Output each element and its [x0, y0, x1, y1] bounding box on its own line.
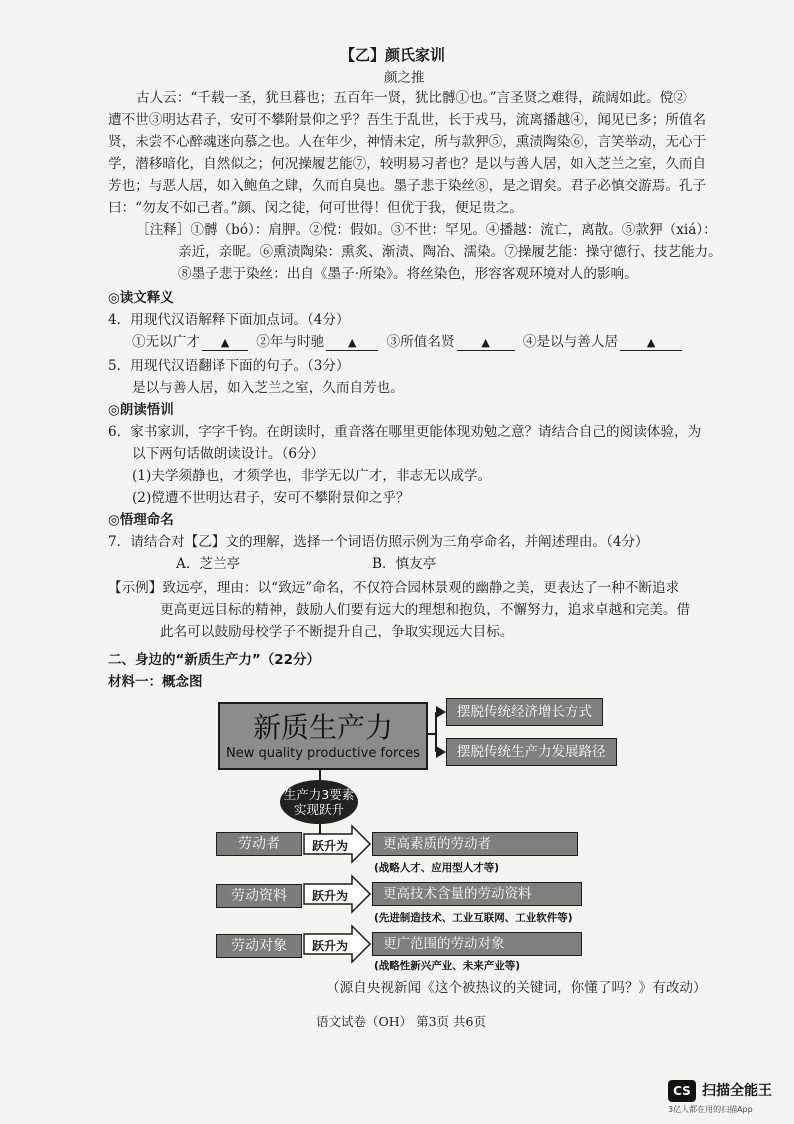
section-recite: ◎朗读悟训 — [108, 402, 174, 418]
article-line: 遭不世③明达君子，安可不攀附景仰之乎？吾生于乱世，长于戎马，流离播越④，闻见已多；所值名 — [108, 112, 707, 128]
article-note: ⑧墨子悲于染丝：出自《墨子·所染》。将丝染色，形容客观环境对人的影响。 — [178, 266, 638, 282]
answer-blank[interactable]: ▲ — [202, 336, 248, 351]
question-6-sentence-2: (2)傥遭不世明达君子，安可不攀附景仰之乎？ — [132, 490, 410, 506]
leap-label: 跃升为 — [312, 889, 349, 903]
question-6-cont: 以下两句话做朗读设计。（6分） — [132, 446, 325, 462]
example-line: 【示例】致远亭，理由：以“致远”命名，不仅符合园林景观的幽静之美，更表达了一种不断追求 — [108, 580, 680, 596]
scanner-logo-name: 扫描全能王 — [702, 1083, 772, 1099]
concept-circle-line: 实现跃升 — [293, 802, 344, 817]
option-a: A．芝兰亭 — [176, 556, 241, 572]
material-1-heading: 材料一：概念图 — [108, 674, 203, 690]
page-footer: 语文试卷（OH） 第3页 共6页 — [316, 1014, 487, 1029]
article-note: ［注释］①髆（bó）：肩胛。②傥：假如。③不世：罕见。④播越：流亡，离散。⑤款狎（xiá）： — [136, 222, 717, 238]
concept-right-box: 摆脱传统生产力发展路径 — [446, 738, 617, 766]
scanner-logo-tagline: 3亿人都在用的扫描App — [668, 1105, 753, 1114]
option-b: B．慎友亭 — [372, 556, 437, 572]
question-7: 7．请结合对【乙】文的理解，选择一个词语仿照示例为三角亭命名，并阐述理由。（4分） — [108, 534, 649, 550]
article-line: 芳也；与恶人居，如入鲍鱼之肆，久而自臭也。墨子悲于染丝⑧，是之谓矣。君子必慎交游焉。孔子 — [108, 178, 707, 194]
leap-label: 跃升为 — [312, 939, 349, 953]
result-box: 更高素质的劳动者 — [372, 832, 578, 856]
answer-blank[interactable]: ▲ — [457, 336, 515, 351]
concept-main-title: 新质生产力 — [252, 711, 393, 744]
concept-circle-line: 生产力3要素 — [283, 787, 355, 802]
result-note: (先进制造技术、工业互联网、工业软件等) — [374, 912, 573, 924]
article-line: 贤，未尝不心醉魂迷向慕之也。人在年少，神情未定，所与款狎⑤，熏渍陶染⑥，言笑举动，无心于 — [108, 134, 707, 150]
question-5: 5．用现代汉语翻译下面的句子。（3分） — [108, 358, 350, 374]
factor-box: 劳动资料 — [216, 884, 302, 908]
q4-item-1: ①无以广才 — [132, 334, 200, 350]
scanner-logo-badge: CS — [668, 1080, 696, 1102]
leap-label: 跃升为 — [312, 839, 349, 853]
result-box: 更高技术含量的劳动资料 — [372, 882, 582, 906]
result-note: (战略人才、应用型人才等) — [374, 862, 500, 874]
article-line: 曰：“勿友不如己者。”颜、闵之徒，何可世得！但优于我，便足贵之。 — [108, 200, 523, 216]
article-line: 古人云：“千载一圣，犹旦暮也；五百年一贤，犹比髆①也。”言圣贤之难得，疏阔如此。傥② — [136, 90, 687, 106]
result-note: (战略性新兴产业、未来产业等) — [374, 960, 521, 972]
question-4: 4．用现代汉语解释下面加点词。（4分） — [108, 312, 350, 328]
q4-item-2: ②年与时驰 — [256, 334, 325, 350]
concept-circle — [280, 780, 358, 824]
q4-item-3: ③所值名贤 — [386, 334, 455, 350]
concept-right-box: 摆脱传统经济增长方式 — [446, 698, 603, 726]
section-naming: ◎悟理命名 — [108, 512, 174, 528]
part-2-heading: 二、身边的“新质生产力”（22分） — [108, 652, 321, 668]
source-note: （源自央视新闻《这个被热议的关键词，你懂了吗？》有改动） — [326, 980, 707, 996]
result-box: 更广范围的劳动对象 — [372, 932, 582, 956]
question-6-sentence-1: (1)夫学须静也，才须学也，非学无以广才，非志无以成学。 — [132, 468, 492, 484]
factor-box: 劳动对象 — [216, 934, 302, 958]
scanner-logo — [668, 1080, 780, 1116]
article-line: 学，潜移暗化，自然似之；何况操履艺能⑦，较明易习者也？是以与善人居，如入芝兰之室，久而自 — [108, 156, 707, 172]
section-reading: ◎读文释义 — [108, 290, 174, 306]
article-note: 亲近，亲昵。⑥熏渍陶染：熏炙、渐渍、陶冶、濡染。⑦操履艺能：操守德行、技艺能力。 — [178, 244, 722, 260]
article-heading: 【乙】颜氏家训 — [340, 46, 446, 64]
q4-item-4: ④是以与善人居 — [522, 334, 619, 350]
answer-blank[interactable]: ▲ — [326, 336, 378, 351]
concept-main-box — [218, 702, 428, 770]
question-5-sentence: 是以与善人居，如入芝兰之室，久而自芳也。 — [132, 380, 404, 396]
example-line: 更高更远目标的精神，鼓励人们要有远大的理想和抱负，不懈努力，追求卓越和完美。借 — [160, 602, 691, 618]
example-line: 此名可以鼓励母校学子不断提升自己，争取实现远大目标。 — [160, 624, 514, 640]
question-6: 6．家书家训，字字千钧。在朗读时，重音落在哪里更能体现劝勉之意？请结合自己的阅读体验，为 — [108, 424, 702, 440]
answer-blank[interactable]: ▲ — [620, 336, 682, 351]
concept-main-subtitle: New quality productive forces — [225, 746, 421, 761]
factor-box: 劳动者 — [216, 832, 302, 856]
article-author: 颜之推 — [384, 70, 425, 86]
